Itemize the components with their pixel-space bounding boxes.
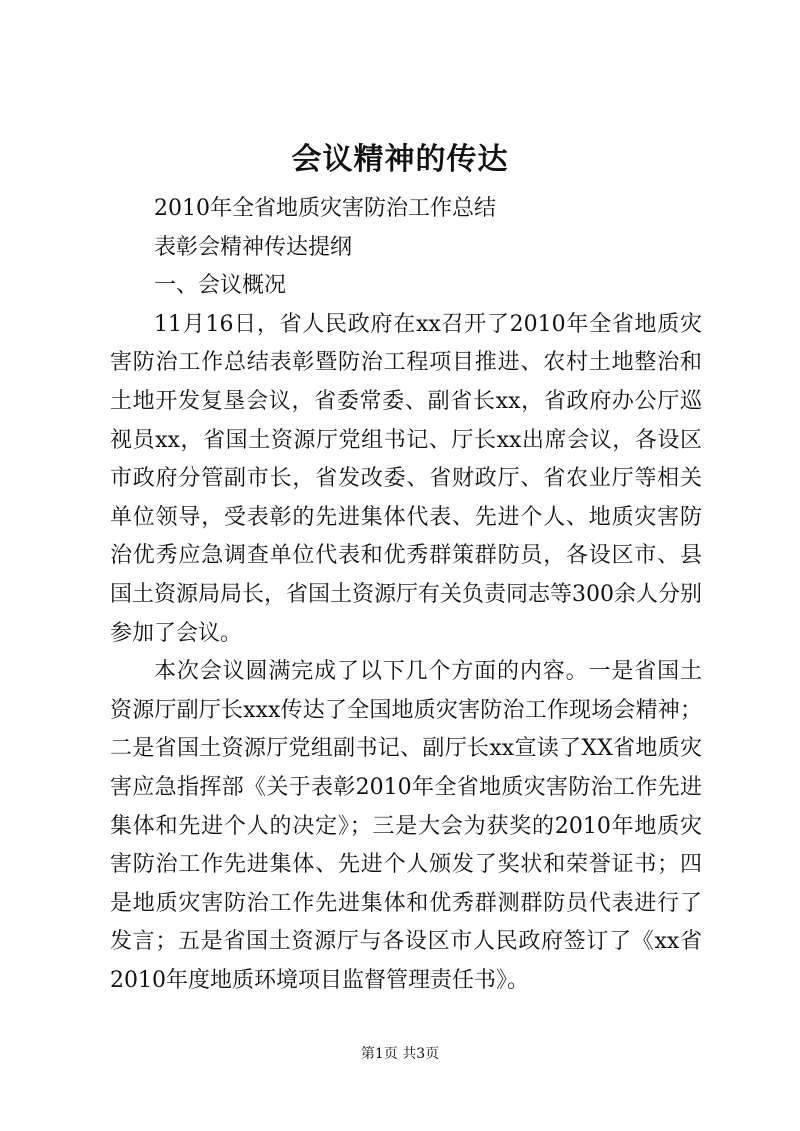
- document-body: [110, 190, 702, 1000]
- paragraph-meeting-overview: 11月16日，省人民政府在xx召开了2010年全省地质灾害防治工作总结表彰暨防治工程项目推进、农村土地整治和土地开发复垦会议，省委常委、副省长xx，省政府办公厅巡视员xx，省国土资源厅党组书记、厅长xx出席会议，各设区市政府分管副市长，省发改委、省财政厅、省农业厅等相关单位领导，受表彰的先进集体代表、先进个人、地质灾害防治优秀应急调查单位代表和优秀群策群防员，各设区市、县国土资源局局长，省国土资源厅有关负责同志等300余人分别参加了会议。: [110, 311, 702, 646]
- section-heading: 一、会议概况: [154, 273, 287, 299]
- paragraph-meeting-content: 本次会议圆满完成了以下几个方面的内容。一是省国土资源厅副厅长xxx传达了全国地质灾害防治工作现场会精神；二是省国土资源厅党组副书记、副厅长xx宣读了XX省地质灾害应急指挥部《关于表彰2010年全省地质灾害防治工作先进集体和先进个人的决定》；三是大会为获奖的2010年地质灾害防治工作先进集体、先进个人颁发了奖状和荣誉证书；四是地质灾害防治工作先进集体和优秀群测群防员代表进行了发言；五是省国土资源厅与各设区市人民政府签订了《xx省2010年度地质环境项目监督管理责任书》。: [110, 659, 702, 993]
- subtitle-line-2: 表彰会精神传达提纲: [154, 234, 353, 260]
- subtitle-line-1: 2010年全省地质灾害防治工作总结: [154, 196, 496, 221]
- document-title: 会议精神的传达: [291, 142, 509, 177]
- page-footer: 第1页 共3页: [360, 1046, 440, 1062]
